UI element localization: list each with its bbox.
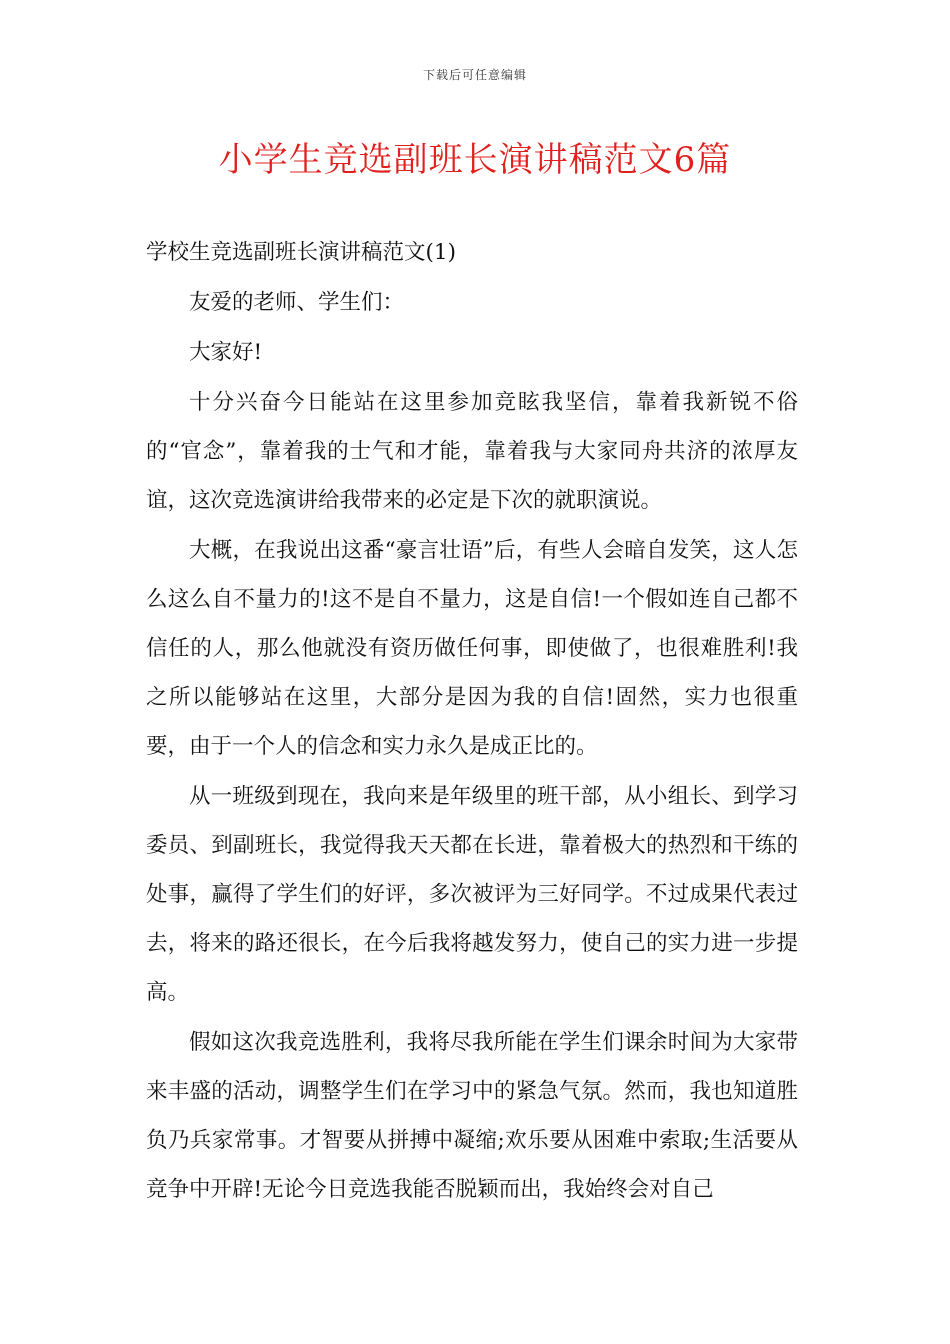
document-title: 小学生竞选副班长演讲稿范文6篇: [218, 140, 732, 180]
paragraph-4: 假如这次我竞选胜利，我将尽我所能在学生们课余时间为大家带来丰盛的活动，调整学生们在学习中的紧急气氛。然而，我也知道胜负乃兵家常事。才智要从拼搏中凝缩;欢乐要从困难中索取;生活要从竞争中开辟!无论今日竞选我能否脱颖而出，我始终会对自己: [146, 1030, 798, 1202]
header-note: 下载后可任意编辑: [422, 68, 527, 82]
paragraph-1: 十分兴奋今日能站在这里参加竞眩我坚信，靠着我新锐不俗的“官念”，靠着我的士气和才能，靠着我与大家同舟共济的浓厚友谊，这次竞选演讲给我带来的必定是下次的就职演说。: [146, 390, 798, 513]
document-body: [146, 228, 798, 1214]
paragraph-2: 大概，在我说出这番“豪言壮语”后，有些人会暗自发笑，这人怎么这么自不量力的!这不是自不量力，这是自信!一个假如连自己都不信任的人，那么他就没有资历做任何事，即使做了，也很难胜利!我之所以能够站在这里，大部分是因为我的自信!固然，实力也很重要，由于一个人的信念和实力永久是成正比的。: [146, 538, 798, 759]
paragraph-hello: 大家好!: [189, 340, 263, 365]
section-heading: 学校生竞选副班长演讲稿范文(1): [146, 240, 456, 265]
paragraph-3: 从一班级到现在，我向来是年级里的班干部，从小组长、到学习委员、到副班长，我觉得我天天都在长进，靠着极大的热烈和干练的处事，赢得了学生们的好评，多次被评为三好同学。不过成果代表过去，将来的路还很长，在今后我将越发努力，使自己的实力进一步提高。: [146, 784, 798, 1005]
paragraph-greeting: 友爱的老师、学生们：: [189, 290, 405, 315]
